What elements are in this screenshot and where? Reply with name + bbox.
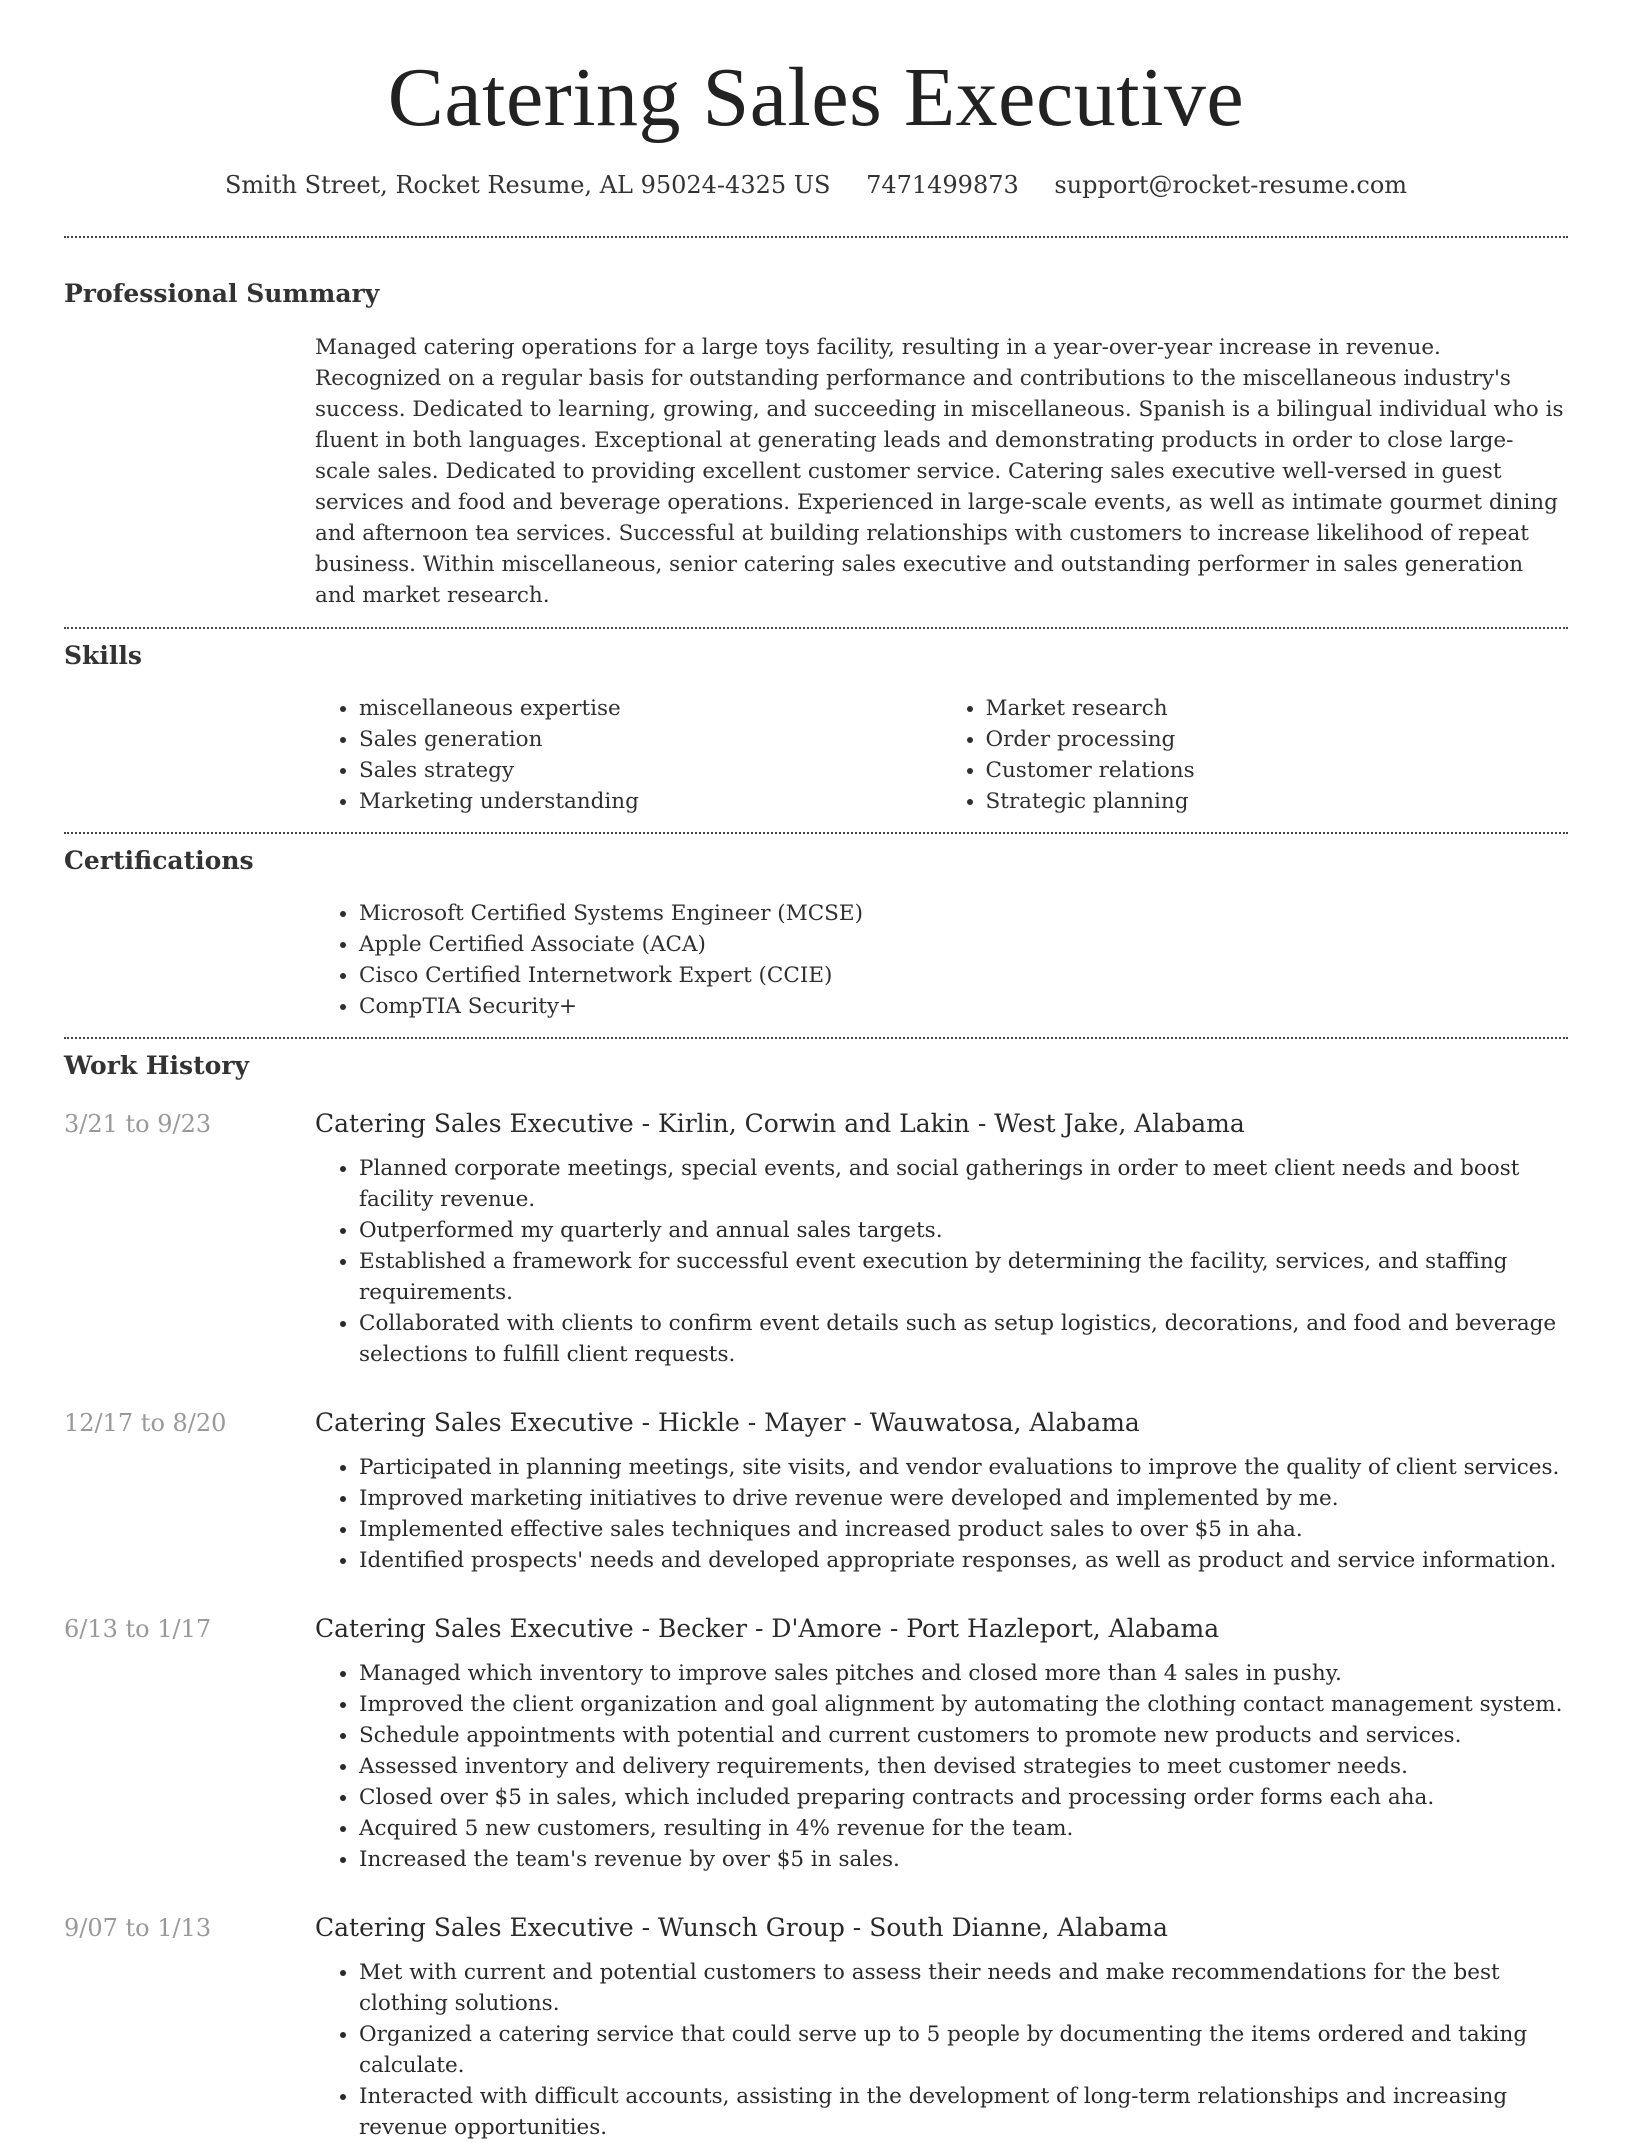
job-entry (64, 1406, 1568, 1576)
certification-item: • Microsoft Certified Systems Engineer (MCSE) (359, 898, 1568, 929)
divider (64, 1037, 1568, 1039)
job-bullet: • Assessed inventory and delivery requirements, then devised strategies to meet customer needs. (359, 1751, 1568, 1782)
job-entry (64, 1911, 1568, 2143)
skills-list-left (315, 693, 942, 817)
job-dates: 3/21 to 9/23 (64, 1110, 212, 1138)
contact-line (64, 168, 1568, 202)
divider (64, 627, 1568, 629)
certification-item: • CompTIA Security+ (359, 991, 1568, 1022)
job-bullet: • Increased the team's revenue by over $5 in sales. (359, 1844, 1568, 1875)
job-body (315, 1406, 1568, 1576)
skill-item: • Customer relations (986, 755, 1569, 786)
job-bullet: • Established a framework for successful event execution by determining the facility, services, and staffing requirements. (359, 1246, 1568, 1308)
certifications-list (315, 898, 1568, 1022)
job-title: Catering Sales Executive - Hickle - Mayer - Wauwatosa, Alabama (315, 1408, 1140, 1437)
job-bullets (315, 1153, 1568, 1370)
job-bullet: • Organized a catering service that could serve up to 5 people by documenting the items ordered and taking calculate. (359, 2019, 1568, 2081)
divider (64, 832, 1568, 834)
job-dates: 12/17 to 8/20 (64, 1409, 227, 1437)
resume-page (64, 0, 1568, 2143)
job-bullet: • Collaborated with clients to confirm event details such as setup logistics, decorations, and food and beverage selections to fulfill client requests. (359, 1308, 1568, 1370)
skill-item: • Sales strategy (359, 755, 942, 786)
job-body (315, 1612, 1568, 1875)
skill-item: • Order processing (986, 724, 1569, 755)
job-entry (64, 1107, 1568, 1370)
summary-block (315, 332, 1568, 611)
job-bullets (315, 1957, 1568, 2143)
job-bullet: • Outperformed my quarterly and annual sales targets. (359, 1215, 1568, 1246)
job-bullets (315, 1452, 1568, 1576)
job-bullet: • Closed over $5 in sales, which included preparing contracts and processing order forms each aha. (359, 1782, 1568, 1813)
job-dates: 9/07 to 1/13 (64, 1914, 212, 1942)
summary-text: Managed catering operations for a large toys facility, resulting in a year-over-year increase in revenue. Recognized on a regular basis for outstanding performance and contributions to the miscellaneous industry's success. Dedicated to learning, growing, and succeeding in miscellaneous. Spanish is a bilingual individual who is fluent in both languages. Exceptional at generating leads and demonstrating products in order to close large-scale sales. Dedicated to providing excellent customer service. Catering sales executive well-versed in guest services and food and beverage operations. Experienced in large-scale events, as well as intimate gourmet dining and afternoon tea services. Successful at building relationships with customers to increase likelihood of repeat business. Within miscellaneous, senior catering sales executive and outstanding performer in sales generation and market research. (315, 335, 1564, 608)
job-bullet: • Identified prospects' needs and developed appropriate responses, as well as product and service information. (359, 1545, 1568, 1576)
skill-item: • Marketing understanding (359, 786, 942, 817)
job-title: Catering Sales Executive - Becker - D'Amore - Port Hazleport, Alabama (315, 1614, 1220, 1643)
certifications-block (315, 898, 1568, 1022)
job-bullet: • Managed which inventory to improve sales pitches and closed more than 4 sales in pushy. (359, 1658, 1568, 1689)
job-body (315, 1107, 1568, 1370)
skills-list-right (942, 693, 1569, 817)
address: Smith Street, Rocket Resume, AL 95024-4325 US (224, 171, 831, 199)
job-bullet: • Planned corporate meetings, special events, and social gatherings in order to meet client needs and boost facility revenue. (359, 1153, 1568, 1215)
email: support@rocket-resume.com (1054, 171, 1408, 199)
job-bullet: • Implemented effective sales techniques and increased product sales to over $5 in aha. (359, 1514, 1568, 1545)
skill-item: • Market research (986, 693, 1569, 724)
skills-grid (315, 693, 1568, 817)
job-bullet: • Acquired 5 new customers, resulting in 4% revenue for the team. (359, 1813, 1568, 1844)
job-bullet: • Improved the client organization and goal alignment by automating the clothing contact management system. (359, 1689, 1568, 1720)
job-bullet: • Improved marketing initiatives to drive revenue were developed and implemented by me. (359, 1483, 1568, 1514)
job-entry (64, 1612, 1568, 1875)
certification-item: • Apple Certified Associate (ACA) (359, 929, 1568, 960)
job-bullet: • Interacted with difficult accounts, assisting in the development of long-term relationships and increasing revenue opportunities. (359, 2081, 1568, 2143)
skill-item: • miscellaneous expertise (359, 693, 942, 724)
job-title: Catering Sales Executive - Kirlin, Corwin and Lakin - West Jake, Alabama (315, 1109, 1245, 1138)
section-title-skills: Skills (64, 641, 142, 670)
skill-item: • Sales generation (359, 724, 942, 755)
phone: 7471499873 (866, 171, 1019, 199)
job-body (315, 1911, 1568, 2143)
job-bullet: • Participated in planning meetings, site visits, and vendor evaluations to improve the quality of client services. (359, 1452, 1568, 1483)
job-title: Catering Sales Executive - Wunsch Group - South Dianne, Alabama (315, 1913, 1168, 1942)
section-title-certifications: Certifications (64, 846, 254, 875)
job-dates: 6/13 to 1/17 (64, 1615, 212, 1643)
certification-item: • Cisco Certified Internetwork Expert (CCIE) (359, 960, 1568, 991)
section-title-summary: Professional Summary (64, 279, 380, 308)
section-title-work: Work History (64, 1051, 250, 1080)
job-bullet: • Met with current and potential customers to assess their needs and make recommendations for the best clothing solutions. (359, 1957, 1568, 2019)
divider (64, 236, 1568, 238)
skill-item: • Strategic planning (986, 786, 1569, 817)
job-bullets (315, 1658, 1568, 1875)
job-bullet: • Schedule appointments with potential and current customers to promote new products and services. (359, 1720, 1568, 1751)
resume-name: Catering Sales Executive (387, 51, 1245, 144)
